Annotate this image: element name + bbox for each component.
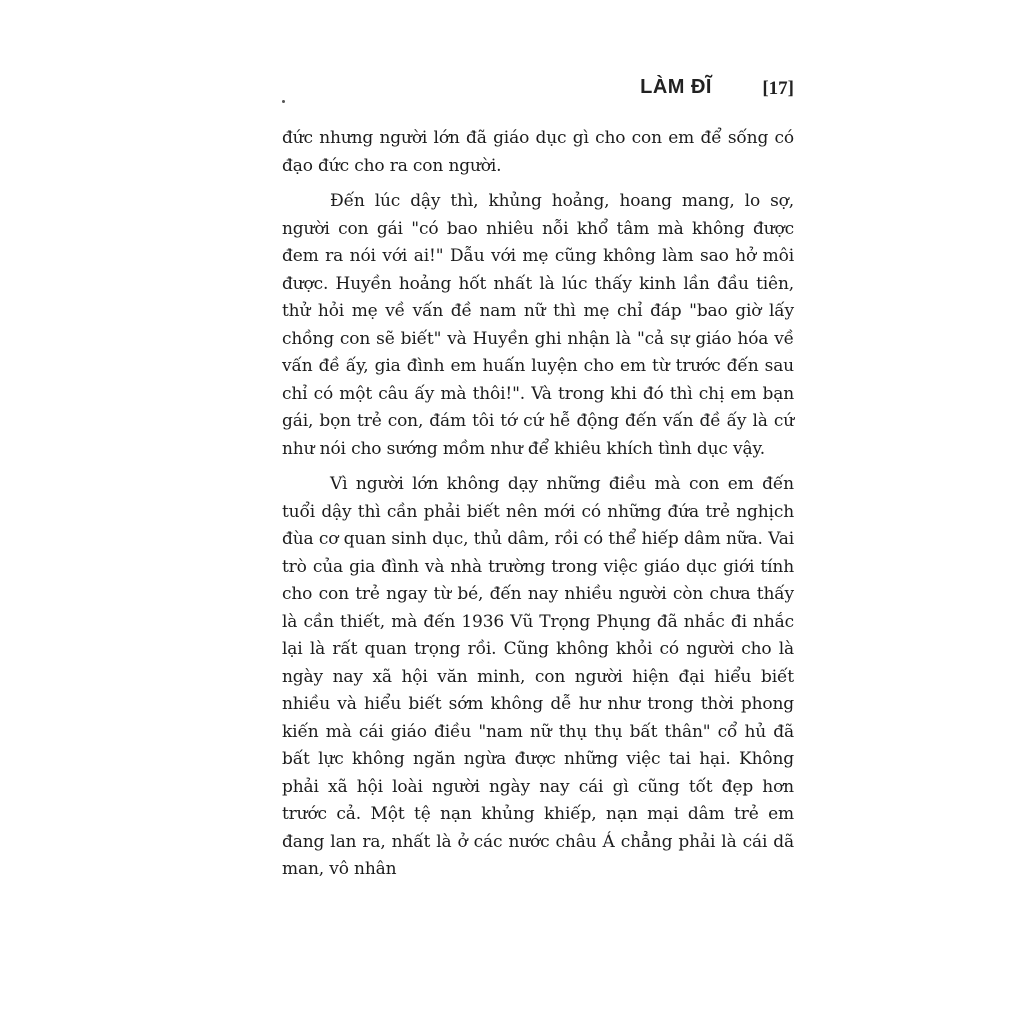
- book-page: [282, 0, 794, 1024]
- page-number: [17]: [762, 78, 794, 99]
- paragraph: Vì người lớn không dạy những điều mà con em đến tuổi dậy thì cần phải biết nên mới có những đứa trẻ nghịch đùa cơ quan sinh dục, thủ dâm, rồi có thể hiếp dâm nữa. Vai trò của gia đình và nhà trường trong việc giáo dục giới tính cho con trẻ ngay từ bé, đến nay nhiều người còn chưa thấy là cần thiết, mà đến 1936 Vũ Trọng Phụng đã nhắc đi nhắc lại là rất quan trọng rồi. Cũng không khỏi có người cho là ngày nay xã hội văn minh, con người hiện đại hiểu biết nhiều và hiểu biết sớm không dễ hư như trong thời phong kiến mà cái giáo điều "nam nữ thụ thụ bất thân" cổ hủ đã bất lực không ngăn ngừa được những việc tai hại. Không phải xã hội loài người ngày nay cái gì cũng tốt đẹp hơn trước cả. Một tệ nạn khủng khiếp, nạn mại dâm trẻ em đang lan ra, nhất là ở các nước châu Á chẳng phải là cái dã man, vô nhân: [282, 474, 794, 879]
- paragraph: Đến lúc dậy thì, khủng hoảng, hoang mang, lo sợ, người con gái "có bao nhiêu nỗi khổ tâm mà không được đem ra nói với ai!" Dẫu với mẹ cũng không làm sao hở môi được. Huyền hoảng hốt nhất là lúc thấy kinh lần đầu tiên, thử hỏi mẹ về vấn đề nam nữ thì mẹ chỉ đáp "bao giờ lấy chồng con sẽ biết" và Huyền ghi nhận là "cả sự giáo hóa về vấn đề ấy, gia đình em huấn luyện cho em từ trước đến sau chỉ có một câu ấy mà thôi!". Và trong khi đó thì chị em bạn gái, bọn trẻ con, đám tôi tớ cứ hễ động đến vấn đề ấy là cứ như nói cho sướng mồm như để khiêu khích tình dục vậy.: [282, 191, 794, 459]
- body-text: [282, 125, 794, 892]
- running-title: LÀM ĐĨ: [640, 76, 712, 98]
- running-header: [282, 76, 794, 104]
- paragraph-continuation: đức nhưng người lớn đã giáo dục gì cho con em để sống có đạo đức cho ra con người.: [282, 128, 794, 176]
- print-speck: [282, 100, 285, 103]
